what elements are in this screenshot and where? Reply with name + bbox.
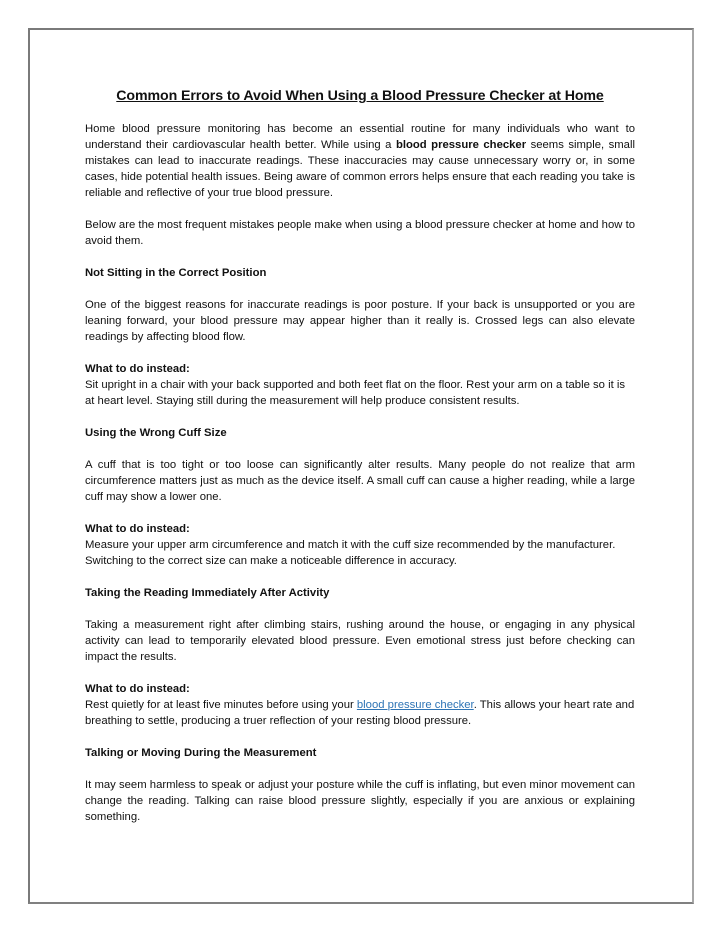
lead-in-paragraph: Below are the most frequent mistakes people make when using a blood pressure checker at home and how to avoid them. <box>85 219 635 247</box>
fix-text-end: . This allows your heart rate and breathing to settle, producing a truer reflection of your resting blood pressure. <box>85 699 635 727</box>
fix-text-start: Rest quietly for at least five minutes before using your <box>85 699 357 711</box>
section-body-posture: One of the biggest reasons for inaccurate readings is poor posture. If your back is unsupported or you are leaning forward, your blood pressure may appear higher than it really is. Crossed legs can also elevate readings by affecting blood flow. <box>85 299 635 343</box>
intro-text-start: Home blood pressure monitoring has become an essential routine for many individuals who want to understand their cardiovascular health better. While using a <box>85 123 635 151</box>
fix-label: What to do instead: <box>85 363 190 375</box>
section-fix-posture <box>85 361 635 409</box>
section-body-talking: It may seem harmless to speak or adjust your posture while the cuff is inflating, but even minor movement can change the reading. Talking can raise blood pressure slightly, especially if you are anxious or explaining something. <box>85 779 635 823</box>
intro-paragraph <box>85 121 635 201</box>
section-body-cuff-size: A cuff that is too tight or too loose can significantly alter results. Many people do not realize that arm circumference matters just as much as the device itself. A small cuff can cause a higher reading, while a large cuff may show a lower one. <box>85 459 635 503</box>
section-fix-cuff-size <box>85 521 635 569</box>
section-heading-posture: Not Sitting in the Correct Position <box>85 267 267 279</box>
fix-text: Sit upright in a chair with your back supported and both feet flat on the floor. Rest your arm on a table so it is at heart level. Staying still during the measurement will help produce consistent results. <box>85 379 626 407</box>
intro-text-end: seems simple, small mistakes can lead to inaccurate readings. These inaccuracies may cause unnecessary worry or, in some cases, hide potential health issues. Being aware of common errors helps ensure that each reading you take is reliable and reflective of your true blood pressure. <box>85 139 635 199</box>
intro-bold-keyword: blood pressure checker <box>395 139 527 151</box>
section-body-activity: Taking a measurement right after climbing stairs, rushing around the house, or engaging in any physical activity can lead to temporarily elevated blood pressure. Even emotional stress just before checking can impact the results. <box>85 619 635 663</box>
blood-pressure-checker-link[interactable]: blood pressure checker <box>356 699 474 711</box>
section-heading-talking: Talking or Moving During the Measurement <box>85 747 317 759</box>
fix-label: What to do instead: <box>85 683 190 695</box>
section-heading-activity: Taking the Reading Immediately After Activity <box>85 587 330 599</box>
section-fix-activity <box>85 681 635 729</box>
fix-text: Measure your upper arm circumference and match it with the cuff size recommended by the manufacturer. Switching to the correct size can make a noticeable difference in accuracy. <box>85 539 616 567</box>
section-heading-cuff-size: Using the Wrong Cuff Size <box>85 427 227 439</box>
document-title: Common Errors to Avoid When Using a Blood Pressure Checker at Home <box>116 88 604 104</box>
document-body <box>85 88 635 841</box>
fix-label: What to do instead: <box>85 523 190 535</box>
